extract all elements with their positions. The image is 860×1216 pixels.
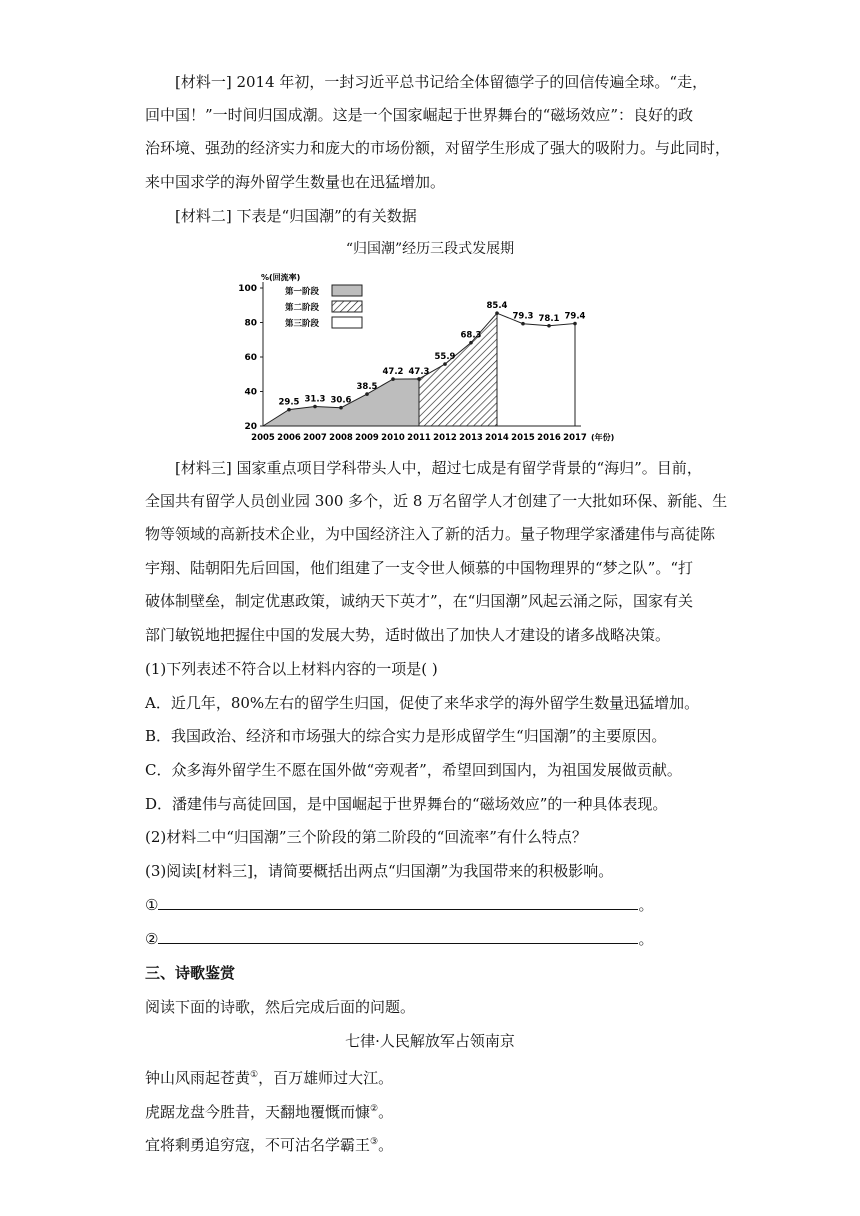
answer-number-1: ① (145, 896, 159, 914)
return-rate-chart (228, 268, 628, 448)
x-axis-label: (年份) (591, 433, 615, 442)
y-tick-label-100: 100 (238, 284, 257, 294)
x-tick-label-2009: 2009 (355, 433, 379, 443)
x-tick-label-2008: 2008 (329, 433, 353, 443)
answer-blank-1[interactable] (158, 895, 638, 910)
x-tick-label-2017: 2017 (563, 433, 587, 443)
data-label-2010: 47.2 (382, 367, 404, 378)
material3-line4: 宇翔、陆朝阳先后回国，他们组建了一支令世人倾慕的中国物理界的“梦之队”。“打 (145, 559, 694, 577)
answer-end-1: 。 (638, 896, 654, 914)
footnote-marker-1: ① (250, 1070, 259, 1080)
data-label-2009: 38.5 (356, 382, 378, 393)
legend-label-1: 第一阶段 (285, 287, 320, 297)
data-point-2014 (495, 311, 499, 315)
poem-line-1-text: 钟山风雨起苍黄 (145, 1069, 251, 1087)
option-d: D．潘建伟与高徒回国，是中国崛起于世界舞台的“磁场效应”的一种具体表现。 (145, 795, 668, 813)
y-tick-label-80: 80 (244, 318, 257, 329)
data-label-2017: 79.4 (564, 311, 586, 322)
question-2: (2)材料二中“归国潮”三个阶段的第二阶段的“回流率”有什么特点？ (145, 828, 587, 846)
poem-line-3-text: 宜将剩勇追穷寇，不可沽名学霸王 (145, 1136, 371, 1154)
x-tick-label-2011: 2011 (407, 433, 431, 443)
footnote-marker-2: ② (370, 1104, 379, 1114)
data-label-2013: 68.3 (460, 330, 482, 341)
poem-line-1 (145, 1064, 715, 1089)
y-tick-label-40: 40 (244, 387, 257, 398)
poem-line-2 (145, 1098, 715, 1123)
material3-line2: 全国共有留学人员创业园 300 多个，近 8 万名留学人才创建了一大批如环保、新能、生 (145, 492, 728, 510)
data-label-2008: 30.6 (330, 395, 352, 406)
data-point-2007 (313, 405, 317, 409)
data-label-2011: 47.3 (408, 366, 430, 377)
y-axis-label: %(回流率) (261, 273, 301, 282)
chart-title: “归国潮”经历三段式发展期 (345, 241, 515, 257)
x-tick-label-2007: 2007 (303, 433, 327, 443)
stage-3-area (497, 313, 575, 426)
answer-line-1 (145, 894, 715, 916)
legend-label-2: 第二阶段 (285, 303, 320, 313)
data-point-2010 (391, 377, 395, 381)
x-tick-label-2016: 2016 (537, 433, 561, 443)
poem-title: 七律·人民解放军占领南京 (345, 1032, 515, 1050)
question-1: (1)下列表述不符合以上材料内容的一项是( ) (145, 660, 438, 678)
data-label-2007: 31.3 (304, 394, 326, 405)
y-tick-label-60: 60 (244, 353, 257, 363)
data-point-2009 (365, 392, 369, 396)
data-point-2006 (287, 408, 291, 412)
data-point-2008 (339, 406, 343, 410)
legend-swatch-1 (332, 285, 362, 296)
data-point-2016 (547, 324, 551, 328)
x-tick-label-2014: 2014 (485, 433, 509, 443)
answer-number-2: ② (145, 930, 159, 948)
data-point-2013 (469, 341, 473, 345)
x-tick-label-2006: 2006 (277, 433, 301, 443)
section-heading: 三、诗歌鉴赏 (145, 964, 236, 982)
option-b: B．我国政治、经济和市场强大的综合实力是形成留学生“归国潮”的主要原因。 (145, 727, 667, 745)
x-tick-label-2015: 2015 (511, 433, 535, 443)
x-tick-label-2005: 2005 (251, 433, 275, 443)
option-c: C．众多海外留学生不愿在国外做“旁观者”，希望回到国内，为祖国发展做贡献。 (145, 761, 682, 779)
material3-line5: 破体制壁垒，制定优惠政策，诚纳天下英才”，在“归国潮”风起云涌之际，国家有关 (145, 592, 694, 610)
material1-line4: 来中国求学的海外留学生数量也在迅猛增加。 (145, 173, 446, 191)
data-label-2014: 85.4 (486, 301, 508, 312)
poem-line-3 (145, 1131, 715, 1156)
answer-blank-2[interactable] (158, 929, 638, 944)
material1-line3: 治环境、强劲的经济实力和庞大的市场份额，对留学生形成了强大的吸附力。与此同时， (145, 139, 731, 157)
footnote-marker-3: ③ (370, 1137, 379, 1147)
data-label-2015: 79.3 (512, 311, 534, 322)
poem-line-1-rest: ，百万雄师过大江。 (258, 1069, 394, 1087)
poem-line-2-rest: 。 (378, 1103, 394, 1121)
material1-line1: [材料一] 2014 年初，一封习近平总书记给全体留德学子的回信传遍全球。“走， (175, 73, 708, 91)
material2-intro: [材料二] 下表是“归国潮”的有关数据 (175, 207, 417, 225)
data-point-2017 (573, 322, 577, 326)
legend-swatch-3 (332, 317, 362, 328)
data-point-2011 (417, 377, 421, 381)
stage-2-area (419, 313, 497, 426)
data-label-2016: 78.1 (538, 313, 560, 324)
answer-end-2: 。 (638, 930, 654, 948)
y-tick-label-20: 20 (244, 422, 257, 432)
material3-line6: 部门敏锐地把握住中国的发展大势，适时做出了加快人才建设的诸多战略决策。 (145, 626, 671, 644)
material3-line3: 物等领域的高新技术企业，为中国经济注入了新的活力。量子物理学家潘建伟与高徒陈 (145, 525, 716, 543)
data-point-2015 (521, 322, 525, 326)
data-label-2006: 29.5 (278, 397, 300, 408)
section-instruction: 阅读下面的诗歌，然后完成后面的问题。 (145, 998, 416, 1016)
answer-line-2 (145, 928, 715, 950)
legend-label-3: 第三阶段 (285, 319, 320, 329)
data-point-2012 (443, 362, 447, 366)
data-label-2012: 55.9 (434, 352, 456, 363)
x-tick-label-2012: 2012 (433, 433, 457, 443)
poem-line-2-text: 虎踞龙盘今胜昔，天翻地覆慨而慷 (145, 1103, 371, 1121)
material3-line1: [材料三] 国家重点项目学科带头人中，超过七成是有留学背景的“海归”。目前， (175, 459, 702, 477)
legend-swatch-2 (332, 301, 362, 312)
x-tick-label-2013: 2013 (459, 433, 483, 443)
option-a: A．近几年，80%左右的留学生归国，促使了来华求学的海外留学生数量迅猛增加。 (145, 694, 700, 712)
poem-line-3-rest: 。 (378, 1136, 394, 1154)
x-tick-label-2010: 2010 (381, 433, 405, 443)
question-3: (3)阅读[材料三]，请简要概括出两点“归国潮”为我国带来的积极影响。 (145, 862, 614, 880)
material1-line2: 回中国！”一时间归国成潮。这是一个国家崛起于世界舞台的“磁场效应”：良好的政 (145, 106, 694, 124)
